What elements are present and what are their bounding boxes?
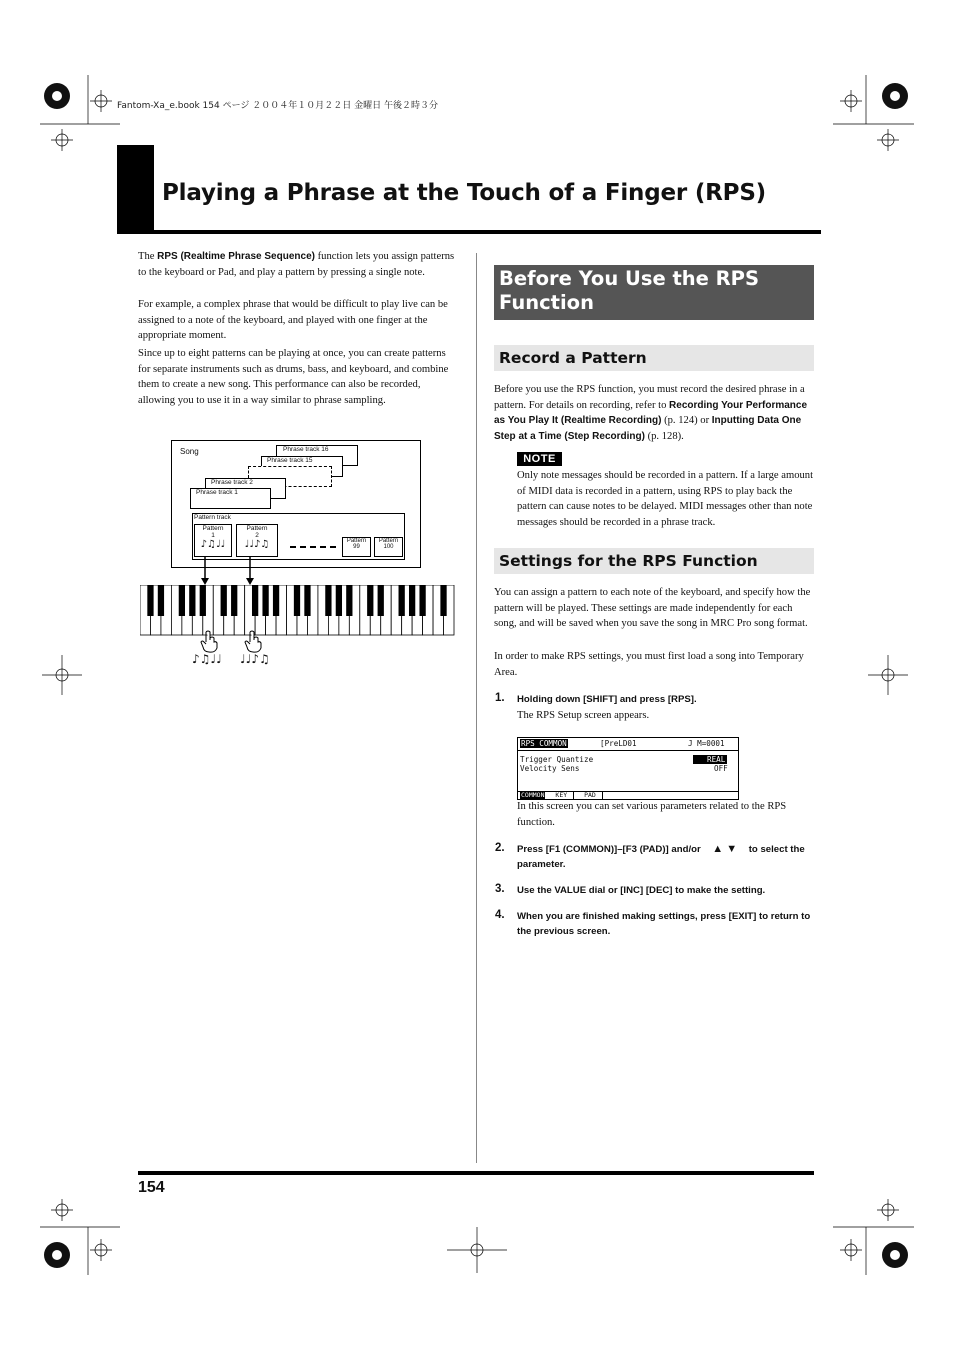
pattern-track-label: Pattern track [194,514,231,521]
phrase-track-2-label: Phrase track 2 [211,479,253,486]
step-3-number: 3. [495,883,505,895]
black-key [419,585,425,616]
header-file-info: Fantom-Xa_e.book 154 ページ ２００４年１０月２２日 金曜日 午後２時３分 [117,101,438,111]
pattern-1-notes: ♪♫♩♩ [200,539,226,550]
pattern-2-label-a: Pattern [246,525,268,532]
settings-paragraph-2: In order to make RPS settings, you must first load a song into Temporary Area. [494,651,804,678]
black-key [325,585,331,616]
intro-bold: RPS (Realtime Phrase Sequence) [157,251,315,262]
footer-rule [138,1171,814,1175]
assign-arrows [140,438,460,673]
lcd-caption: In this screen you can set various parameters related to the RPS function. [517,801,787,828]
rps-diagram [140,438,460,673]
lcd-f2-key[interactable]: KEY [549,791,574,799]
black-key [273,585,279,616]
black-key [336,585,342,616]
black-key [147,585,153,616]
phrase-track-1-label: Phrase track 1 [196,489,238,496]
lcd-f1-common[interactable]: COMMON [521,791,545,799]
lcd-measure: J M=0001 [688,739,725,748]
hand-notes-2: ♩♩♪♫ [240,652,270,666]
black-key [189,585,195,616]
note-text: Only note messages should be recorded in a pattern. If a large amount of MIDI data is recorded in a pattern, using RPS to play back the pattern can cause notes to be delayed. MIDI messages other than note messages should be recorded in a phrase track. [517,470,814,528]
intro-paragraph-2: For example, a complex phrase that would be difficult to play live can be assigned to a note of the keyboard, and played with one finger at the appropriate moment. [138,299,448,342]
step-1-sub: The RPS Setup screen appears. [517,710,650,721]
intro-text: function lets you assign patterns to the keyboard or Pad, and play a pattern by pressing a single note. [138,251,455,278]
black-key [158,585,164,616]
section-title [494,265,814,320]
lcd-divider [518,750,738,751]
black-key [179,585,185,616]
record-text: (p. 124) or [661,415,712,427]
settings-heading: Settings for the RPS Function [494,548,814,574]
pattern-1-label-a: Pattern [202,525,224,532]
pattern-99-label-a: Pattern [346,538,367,544]
lcd-param-2[interactable]: Velocity Sens [520,764,580,773]
lcd-param-1[interactable]: Trigger Quantize [520,755,594,764]
lcd-song: [PreLD01 [600,739,637,748]
black-key [409,585,415,616]
section-title-line-2: Function [499,291,594,314]
pattern-1-label-b: 1 [211,532,215,539]
step-2-text-b: to select the parameter. [517,844,805,870]
step-3-text: Use the VALUE dial or [INC] [DEC] to make the setting. [517,885,766,896]
page-number: 154 [138,1179,165,1196]
record-text: (p. 128). [644,430,684,442]
black-key [262,585,268,616]
pattern-2-label-b: 2 [255,532,259,539]
record-link-step: Inputting Data One Step at a Time (Step Recording) [494,415,802,442]
black-key [252,585,258,616]
black-key [200,585,206,616]
black-key [304,585,310,616]
note-badge: NOTE [517,452,562,466]
hand-notes-1: ♪♫♩♩ [192,652,222,666]
hand-icon [242,630,264,654]
step-2-number: 2. [495,842,505,854]
record-text: Before you use the RPS function, you must record the desired phrase in a pattern. For details on recording, refer to [494,384,805,411]
song-label: Song [180,447,199,456]
phrase-track-16-label: Phrase track 16 [283,446,329,453]
black-key [399,585,405,616]
pattern-100-label-a: Pattern [378,538,399,544]
lcd-value-2[interactable]: OFF [714,764,728,773]
step-1-text: Holding down [SHIFT] and press [RPS]. [517,694,697,705]
record-link-realtime: Recording Your Performance as You Play It (Realtime Recording) [494,399,808,427]
step-1-number: 1. [495,692,505,704]
page-title: Playing a Phrase at the Touch of a Finger (RPS) [162,180,766,206]
intro-paragraph-3: Since up to eight patterns can be playing at once, you can create patterns for separate instruments such as drums, bass, and keyboard, and combine them to create a new song. This performance can also be recorded, allowing you to use it in a way similar to phrase sampling. [138,348,449,406]
settings-paragraph-1: You can assign a pattern to each note of the keyboard, and specify how the pattern will be played. These settings are made independently for each song, and will be saved when you save the song in MRC Pro song format. [494,587,811,630]
pattern-2-notes: ♩♩♪♫ [244,539,270,550]
pattern-100-label-b: 100 [383,544,394,550]
intro-text: The [138,251,158,262]
lcd-f3-pad[interactable]: PAD [578,791,603,799]
black-key [367,585,373,616]
record-pattern-heading: Record a Pattern [494,345,814,371]
phrase-track-15-label: Phrase track 15 [267,457,313,464]
hand-icon [198,630,220,654]
step-2-text [517,842,814,872]
title-rule [117,230,821,234]
section-title-line-1: Before You Use the RPS [499,267,760,290]
column-divider [476,253,477,1163]
cursor-up-down-icons: ▲ ▼ [712,843,738,855]
black-key [346,585,352,616]
lcd-tab: RPS COMMON [521,739,567,748]
keyboard-illustration [140,585,455,637]
step-4-text: When you are finished making settings, press [EXIT] to return to the previous screen. [517,911,811,937]
record-pattern-paragraph [494,382,814,444]
title-block [117,145,154,233]
step-4-number: 4. [495,909,505,921]
intro-paragraph-1 [138,249,458,280]
black-key [294,585,300,616]
black-key [221,585,227,616]
pattern-99-label-b: 99 [353,544,360,550]
step-2-text-a: Press [F1 (COMMON)]–[F3 (PAD)] and/or [517,844,701,855]
rps-setup-screen [517,737,739,800]
black-key [378,585,384,616]
black-key [231,585,237,616]
lcd-value-1[interactable]: REAL [693,755,727,764]
black-key [440,585,446,616]
